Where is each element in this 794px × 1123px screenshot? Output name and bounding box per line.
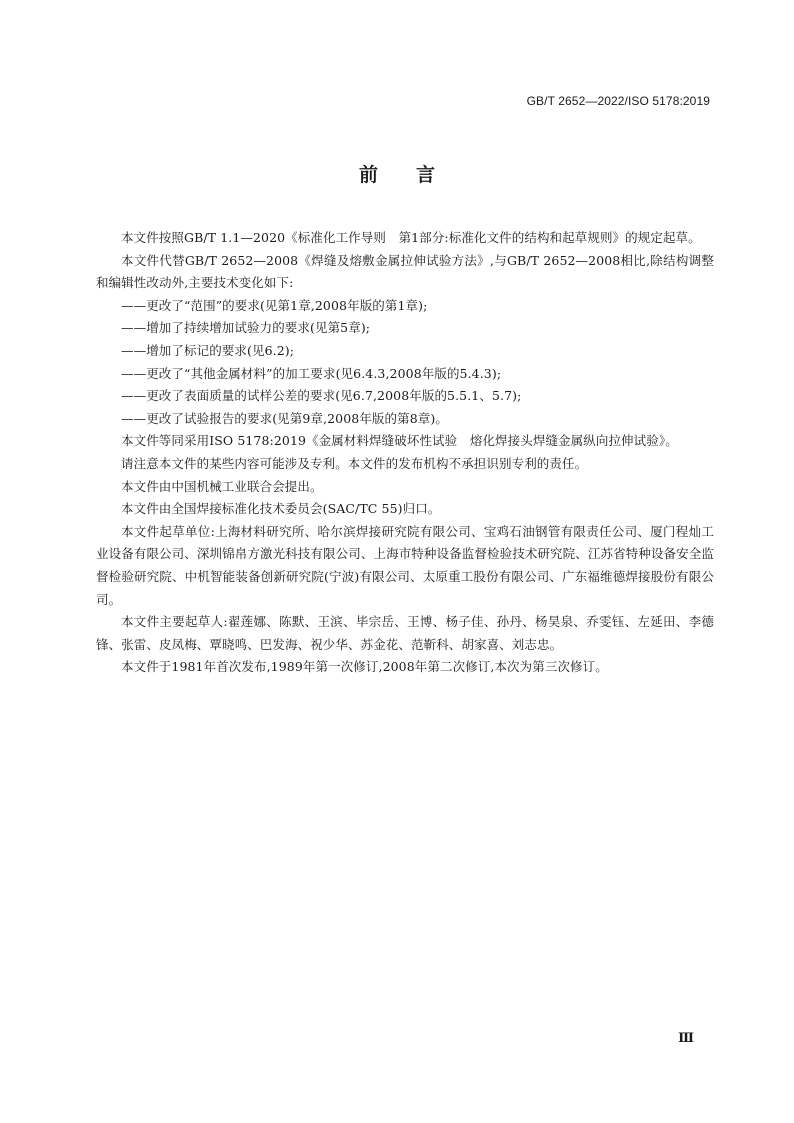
paragraph-proposed-by: 本文件由中国机械工业联合会提出。 bbox=[121, 478, 323, 494]
paragraph-drafting-rules: 本文件按照GB/T 1.1—2020《标准化工作导则 第1部分:标准化文件的结构和起草规则》的规定起草。 bbox=[121, 230, 701, 245]
change-item-marking: ——增加了标记的要求(见6.2); bbox=[121, 342, 295, 358]
change-item-scope: ——更改了“范围”的要求(见第1章,2008年版的第1章); bbox=[121, 297, 428, 313]
standard-number-header: GB/T 2652—2022/ISO 5178:2019 bbox=[526, 94, 710, 108]
paragraph-replaces: 本文件代替GB/T 2652—2008《焊缝及熔敷金属拉伸试验方法》,与GB/T 2652—2008相比,除结构调整和编辑性改动外,主要技术变化如下: bbox=[96, 252, 714, 291]
paragraph-drafting-units: 本文件起草单位:上海材料研究所、哈尔滨焊接研究院有限公司、宝鸡石油钢管有限责任公司、厦门程灿工业设备有限公司、深圳锦帛方激光科技有限公司、上海市特种设备监督检验技术研究院、江苏省特种设备安全监督检验研究院、中机智能装备创新研究院(宁波)有限公司、太原重工股份有限公司、广东福维德焊接股份有限公司。 bbox=[96, 523, 714, 607]
foreword-body bbox=[96, 227, 714, 679]
change-item-force: ——增加了持续增加试验力的要求(见第5章); bbox=[121, 320, 371, 336]
paragraph-drafters: 本文件主要起草人:翟莲娜、陈默、王滨、毕宗岳、王博、杨子佳、孙丹、杨昊泉、乔雯钰、左延田、李德锋、张雷、皮凤梅、覃晓鸣、巴发海、祝少华、苏金花、范靳科、胡家喜、刘志忠。 bbox=[96, 614, 714, 652]
change-item-other-metals: ——更改了“其他金属材料”的加工要求(见6.4.3,2008年版的5.4.3); bbox=[121, 365, 502, 381]
page-number: Ⅲ bbox=[678, 1030, 694, 1045]
paragraph-iso-adoption: 本文件等同采用ISO 5178:2019《金属材料焊缝破坏性试验 熔化焊接头焊缝金属纵向拉伸试验》。 bbox=[121, 433, 678, 449]
paragraph-publication-history: 本文件于1981年首次发布,1989年第一次修订,2008年第二次修订,本次为第三次修订。 bbox=[121, 659, 608, 675]
title-char-2: 言 bbox=[416, 164, 436, 186]
paragraph-patent-notice: 请注意本文件的某些内容可能涉及专利。本文件的发布机构不承担识别专利的责任。 bbox=[121, 455, 588, 471]
change-item-test-report: ——更改了试验报告的要求(见第9章,2008年版的第8章)。 bbox=[121, 410, 448, 426]
change-item-surface-tolerance: ——更改了表面质量的试样公差的要求(见6.7,2008年版的5.5.1、5.7); bbox=[121, 388, 522, 404]
page-title bbox=[0, 160, 794, 187]
title-char-1: 前 bbox=[358, 164, 378, 186]
paragraph-under-jurisdiction: 本文件由全国焊接标准化技术委员会(SAC/TC 55)归口。 bbox=[121, 501, 441, 517]
